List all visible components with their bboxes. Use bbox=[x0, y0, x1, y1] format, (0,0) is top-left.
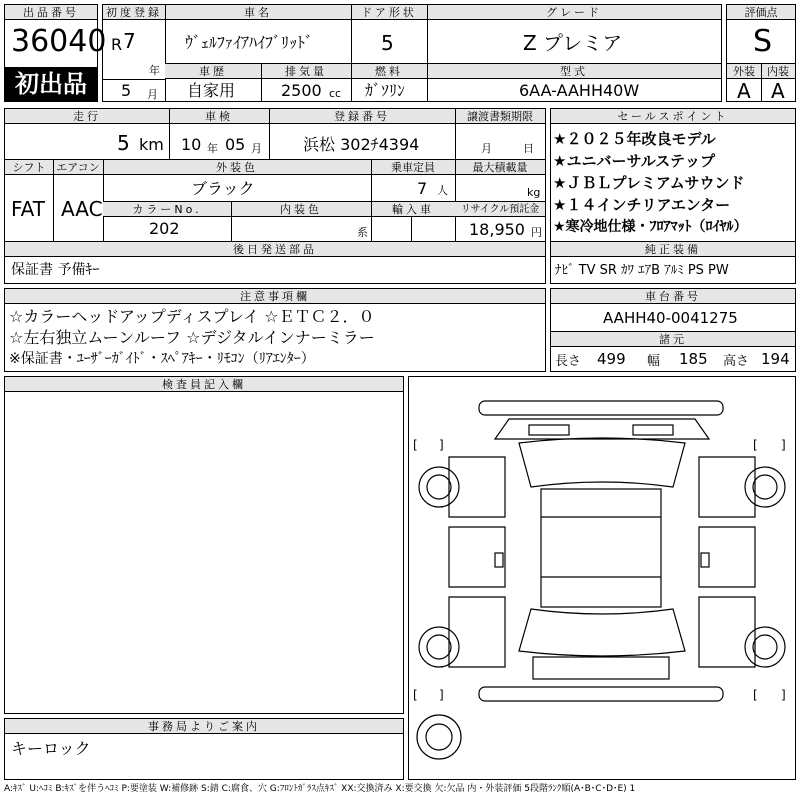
sales-point: ★ユニバーサルステップ bbox=[553, 152, 715, 170]
lot-number: 36040 bbox=[11, 24, 107, 59]
svg-text:[: [ bbox=[753, 438, 758, 452]
inspection-year-unit: 年 bbox=[207, 142, 218, 155]
transfer-month-unit: 月 bbox=[481, 142, 492, 155]
displacement-label: 排気量 bbox=[261, 64, 351, 79]
history-value: 自家用 bbox=[187, 81, 236, 100]
transfer-label: 譲渡書類期限 bbox=[455, 109, 545, 124]
ac-label: エアコン bbox=[53, 160, 103, 175]
displacement-unit: cc bbox=[329, 87, 342, 100]
model-label: 型式 bbox=[427, 64, 721, 79]
grade-value: Z プレミア bbox=[523, 31, 623, 55]
fuel-label: 燃料 bbox=[351, 64, 427, 79]
score-box bbox=[726, 4, 796, 102]
note-line: ☆カラーヘッドアップディスプレイ ☆ＥＴＣ２．０ bbox=[9, 307, 375, 326]
chassis-number: AAHH40-0041275 bbox=[603, 309, 738, 327]
ext-label: 外装 bbox=[727, 64, 761, 79]
displacement-value: 2500 bbox=[281, 81, 322, 100]
reg-no-label: 登録番号 bbox=[269, 109, 455, 124]
mileage-value: 5 bbox=[117, 131, 130, 155]
notes-label: 注意事項欄 bbox=[5, 289, 545, 304]
color-no-value: 202 bbox=[149, 219, 180, 238]
reg-no-value: 浜松 302ﾁ4394 bbox=[303, 135, 420, 154]
ac-value: AAC bbox=[61, 197, 103, 221]
inspection-month-unit: 月 bbox=[251, 142, 262, 155]
first-reg-month-unit: 月 bbox=[147, 88, 158, 101]
door-value: 5 bbox=[381, 31, 394, 55]
vehicle-info-box bbox=[102, 4, 722, 102]
color-label: 外装色 bbox=[103, 160, 371, 175]
mileage-label: 走行 bbox=[5, 109, 169, 124]
later-parts-value: 保証書 予備ｷｰ bbox=[11, 262, 100, 278]
car-diagram-box bbox=[408, 376, 796, 780]
first-reg-year: 7 bbox=[123, 29, 136, 53]
recycle-label: リサイクル預託金 bbox=[455, 202, 545, 217]
lot-box bbox=[4, 4, 107, 102]
car-diagram bbox=[409, 377, 795, 779]
office-label: 事務局よりご案内 bbox=[5, 719, 403, 734]
first-listing-badge: 初出品 bbox=[5, 67, 97, 101]
svg-text:]: ] bbox=[781, 438, 786, 452]
inspector-label: 検査員記入欄 bbox=[5, 377, 403, 392]
equipment-value: ﾅﾋﾞ TV SR ｶﾜ ｴｱB ｱﾙﾐ PS PW bbox=[555, 263, 729, 278]
svg-text:[: [ bbox=[413, 438, 418, 452]
height-value: 194 bbox=[761, 350, 790, 368]
first-reg-era: R bbox=[111, 35, 123, 54]
color-value: ブラック bbox=[191, 179, 255, 198]
sales-points-label: セールスポイント bbox=[551, 109, 795, 124]
svg-text:]: ] bbox=[439, 438, 444, 452]
import-label: 輸入車 bbox=[371, 202, 455, 217]
inspector-box bbox=[4, 376, 404, 714]
chassis-box bbox=[550, 288, 796, 372]
notes-box bbox=[4, 288, 546, 372]
note-line: ※保証書・ﾕｰｻﾞｰｶﾞｲﾄﾞ・ｽﾍﾟｱｷｰ・ﾘﾓｺﾝ（ﾘｱｴﾝﾀｰ） bbox=[9, 351, 315, 367]
sales-point: ★２０２５年改良モデル bbox=[553, 130, 716, 148]
inspection-month: 05 bbox=[225, 135, 246, 154]
shift-label: シフト bbox=[5, 160, 53, 175]
int-color-label: 内装色 bbox=[231, 202, 371, 217]
lot-label: 出品番号 bbox=[5, 5, 97, 20]
first-reg-year-unit: 年 bbox=[149, 64, 160, 77]
svg-text:[: [ bbox=[413, 688, 418, 702]
damage-legend: A:ｷｽﾞ U:ﾍｺﾐ B:ｷｽﾞを伴うﾍｺﾐ P:要塗装 W:補修跡 S:錆 C:腐食、穴 G:ﾌﾛﾝﾄｶﾞﾗｽ点ｷｽﾞ XX:交換済み X:要交換 欠:欠品 内・外装評価 5段階ﾗﾝｸ順(A･B･C･D･E) 1 bbox=[4, 784, 636, 794]
grade-label: グレード bbox=[427, 5, 721, 20]
sales-point: ★ＪＢＬプレミアムサウンド bbox=[553, 174, 745, 192]
car-name: ｳﾞｪﾙﾌｧｲｱﾊｲﾌﾞﾘｯﾄﾞ bbox=[185, 33, 314, 52]
door-label: ドア形状 bbox=[351, 5, 427, 20]
width-label: 幅 bbox=[647, 354, 661, 369]
length-label: 長さ bbox=[555, 354, 582, 369]
load-unit: kg bbox=[527, 186, 541, 199]
shift-value: FAT bbox=[11, 197, 46, 221]
color-no-label: カラーNo. bbox=[103, 202, 231, 217]
mileage-unit: km bbox=[139, 135, 164, 154]
sales-point: ★１４インチリアエンター bbox=[553, 196, 731, 214]
first-reg-month: 5 bbox=[121, 81, 132, 100]
recycle-unit: 円 bbox=[531, 226, 542, 239]
inspection-label: 車検 bbox=[169, 109, 269, 124]
model-value: 6AA-AAHH40W bbox=[519, 81, 640, 100]
inspection-year: 10 bbox=[181, 135, 202, 154]
later-parts-label: 後日発送部品 bbox=[5, 242, 545, 257]
int-value: A bbox=[771, 79, 785, 103]
office-text: キーロック bbox=[11, 739, 91, 758]
first-reg-label: 初度登録 bbox=[103, 5, 165, 20]
dims-label: 諸元 bbox=[551, 332, 795, 347]
office-box bbox=[4, 718, 404, 780]
sales-point: ★寒冷地仕様・ﾌﾛｱﾏｯﾄ（ﾛｲﾔﾙ） bbox=[553, 219, 748, 235]
score-label: 評価点 bbox=[727, 5, 795, 20]
height-label: 高さ bbox=[723, 354, 750, 369]
int-color-unit: 系 bbox=[357, 226, 368, 239]
sales-points-box bbox=[550, 108, 796, 284]
chassis-label: 車台番号 bbox=[551, 289, 795, 304]
capacity-label: 乗車定員 bbox=[371, 160, 455, 175]
width-value: 185 bbox=[679, 350, 708, 368]
length-value: 499 bbox=[597, 350, 626, 368]
history-label: 車歴 bbox=[165, 64, 261, 79]
load-label: 最大積載量 bbox=[455, 160, 545, 175]
recycle-value: 18,950 bbox=[469, 220, 525, 239]
fuel-value: ｶﾞｿﾘﾝ bbox=[365, 81, 406, 100]
capacity-value: 7 bbox=[417, 179, 428, 198]
ext-value: A bbox=[737, 79, 751, 103]
svg-text:[: [ bbox=[753, 688, 758, 702]
score-value: S bbox=[753, 24, 773, 59]
transfer-day-unit: 日 bbox=[523, 142, 534, 155]
capacity-unit: 人 bbox=[437, 184, 448, 197]
int-label: 内装 bbox=[761, 64, 795, 79]
equipment-label: 純正装備 bbox=[551, 242, 795, 257]
svg-text:]: ] bbox=[781, 688, 786, 702]
note-line: ☆左右独立ムーンルーフ ☆デジタルインナーミラー bbox=[9, 328, 375, 347]
details-box bbox=[4, 108, 546, 284]
svg-text:]: ] bbox=[439, 688, 444, 702]
car-name-label: 車名 bbox=[165, 5, 351, 20]
